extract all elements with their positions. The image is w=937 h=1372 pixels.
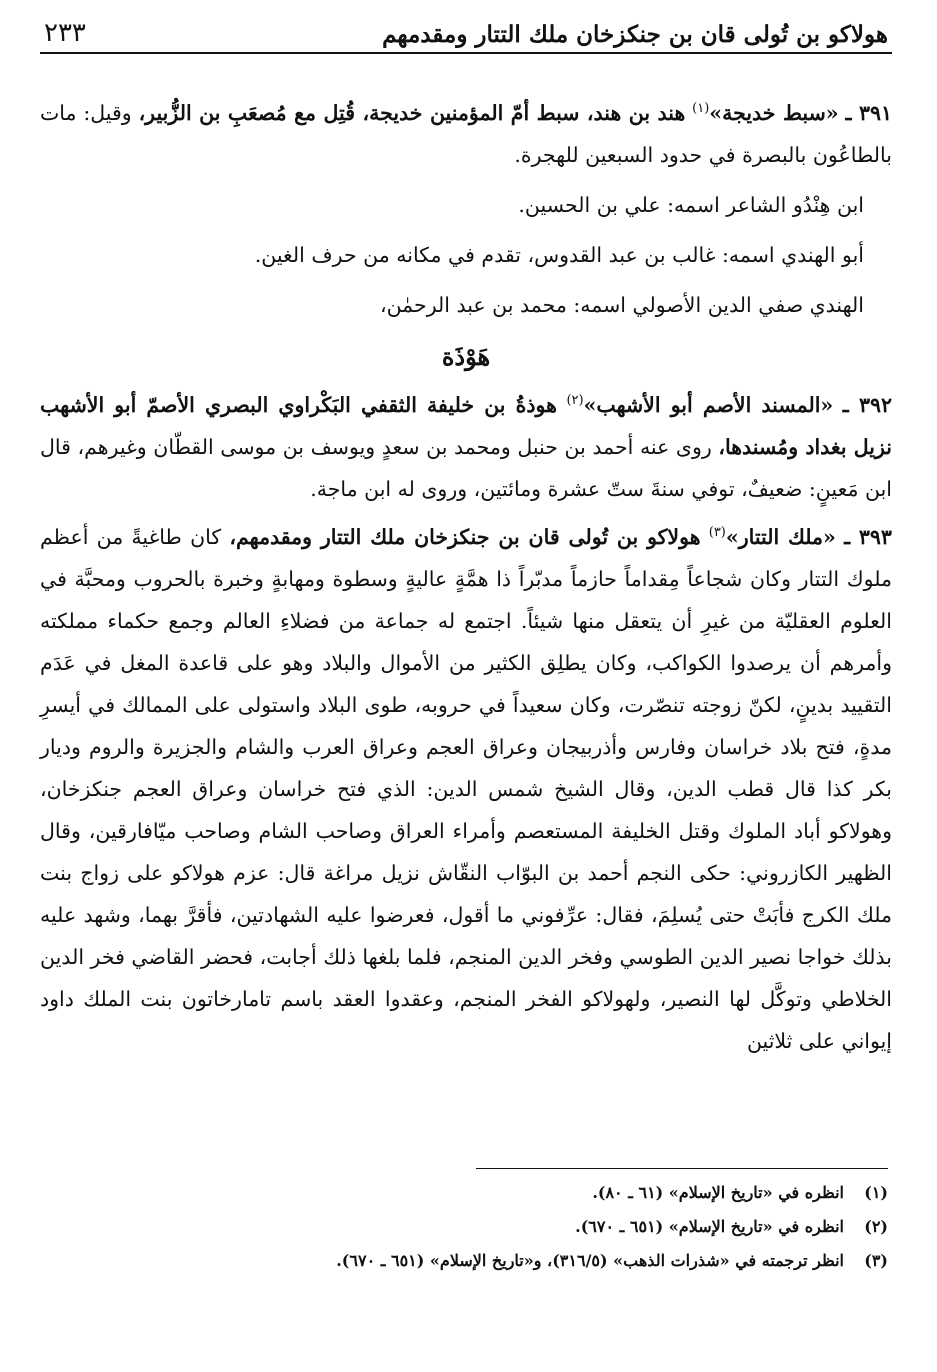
entry-391	[40, 92, 892, 176]
page-body	[40, 92, 892, 1062]
footnote-divider	[476, 1168, 888, 1169]
entry-headword: «ملك التتار»	[725, 525, 836, 549]
footnote-text: انظره في «تاريخ الإسلام» (٦١ ـ ٨٠).	[592, 1183, 844, 1202]
footnote-marker: (٣)	[708, 525, 726, 541]
entry-bold-names: هند بن هند، سبط أمّ المؤمنين خديجة، قُتِل مع مُصعَبِ بن الزُّبير،	[138, 101, 686, 125]
page-number: ٢٣٣	[44, 18, 86, 48]
footnote-text: انظره في «تاريخ الإسلام» (٦٥١ ـ ٦٧٠).	[575, 1217, 844, 1236]
footnotes	[40, 1176, 888, 1278]
entry-headword: «المسند الأصم أبو الأشهب»	[583, 393, 834, 417]
entry-number: ٣٩٣ ـ	[844, 525, 892, 549]
entry-393	[40, 516, 892, 1062]
entry-text: كان طاغيةً من أعظم ملوك التتار وكان شجاعاً مِقداماً حازماً مدبّراً ذا همَّةٍ عاليةٍ وسطوة ومهابةٍ وخبرة بالحروب ومحبَّة في العلوم العقليّة من غيرِ أن يتعقل منها شيئاً. اجتمع له جماعة من فضلاءِ العالم وجمع حكماء مملكته وأمرهم أن يرصدوا الكواكب، وكان يطلِق الكثير من الأموال والبلاد وهو على قاعدة المغل في عَدَم التقييد بدينٍ، لكنّ زوجته تنصّرت، وكان سعيداً في حروبه، طوى البلاد واستولى على الممالك في أيسرِ مدةٍ، فتح بلاد خراسان وفارس وأذربيجان وعراق العجم وعراق العرب والشام والجزيرة والروم وديار بكر كذا قال قطب الدين، وقال الشيخ شمس الدين: الذي فتح خراسان وعراق العجم جنكزخان، وهولاكو أباد الملوك وقتل الخليفة المستعصم وأمراء العراق وصاحب الشام وصاحب ميّافارقين، وقال الظهير الكازروني: حكى النجم أحمد بن البوّاب النقّاش نزيل مراغة قال: عزم هولاكو على زواج بنت ملك الكرج فأبَتْ حتى يُسلِمَ، فقال: عرِّفوني ما أقول، فعرضوا عليه الشهادتين، فأقرَّ بهما، وشهد عليه بذلك خواجا نصير الدين الطوسي وفخر الدين المنجم، فلما بلغها ذلك أجابت، فحضر القاضي فخر الدين الخلاطي وتوكَّل لها النصير، ولهولاكو الفخر المنجم، وعقدوا العقد باسم تامارخاتون بنت الملك داود إيواني على ثلاثين	[40, 525, 892, 1053]
running-title: هولاكو بن تُولى قان بن جنكزخان ملك التتار ومقدمهم	[382, 21, 888, 48]
cross-reference: ابن هِنْدُو الشاعر اسمه: علي بن الحسين.	[518, 193, 864, 217]
entry-number: ٣٩٢ ـ	[842, 393, 892, 417]
section-heading: هَوْذَة	[441, 342, 491, 371]
cross-reference: أبو الهندي اسمه: غالب بن عبد القدوس، تقدم في مكانه من حرف الغين.	[254, 243, 864, 267]
entry-392	[40, 384, 892, 510]
footnote-1	[40, 1176, 888, 1210]
book-page	[40, 10, 892, 1362]
footnote-2	[40, 1210, 888, 1244]
footnote-number: (٢)	[864, 1217, 888, 1236]
footnote-number: (٣)	[864, 1251, 888, 1270]
entry-bold-names: هولاكو بن تُولى قان بن جنكزخان ملك التتار ومقدمهم،	[229, 525, 701, 549]
entry-number: ٣٩١ ـ	[845, 101, 892, 125]
footnote-3	[40, 1244, 888, 1278]
footnote-text: انظر ترجمته في «شذرات الذهب» (٣١٦/٥)، و«تاريخ الإسلام» (٦٥١ ـ ٦٧٠).	[336, 1251, 844, 1270]
entry-text: وقيل: مات بالطاعُون بالبصرة في حدود السبعين للهجرة.	[40, 101, 892, 167]
running-header	[40, 10, 892, 54]
entry-bold-names: هوذةُ بن خليفة الثقفي البَكْراوي البصري الأصمّ أبو الأشهب نزيل بغداد ومُسندها،	[40, 393, 892, 459]
footnote-number: (١)	[864, 1183, 888, 1202]
entry-text: روى عنه أحمد بن حنبل ومحمد بن سعدٍ ويوسف بن موسى القطّان وغيرهم، قال ابن مَعينٍ: ضعيفٌ، توفي سنةَ ستّ عشرة ومائتين، وروى له ابن ماجة.	[40, 435, 892, 501]
entry-headword: «سبط خديجة»	[709, 101, 839, 125]
cross-reference: الهندي صفي الدين الأصولي اسمه: محمد بن عبد الرحمٰن،	[379, 293, 864, 317]
footnote-marker: (١)	[692, 101, 710, 117]
footnote-marker: (٢)	[566, 393, 584, 409]
